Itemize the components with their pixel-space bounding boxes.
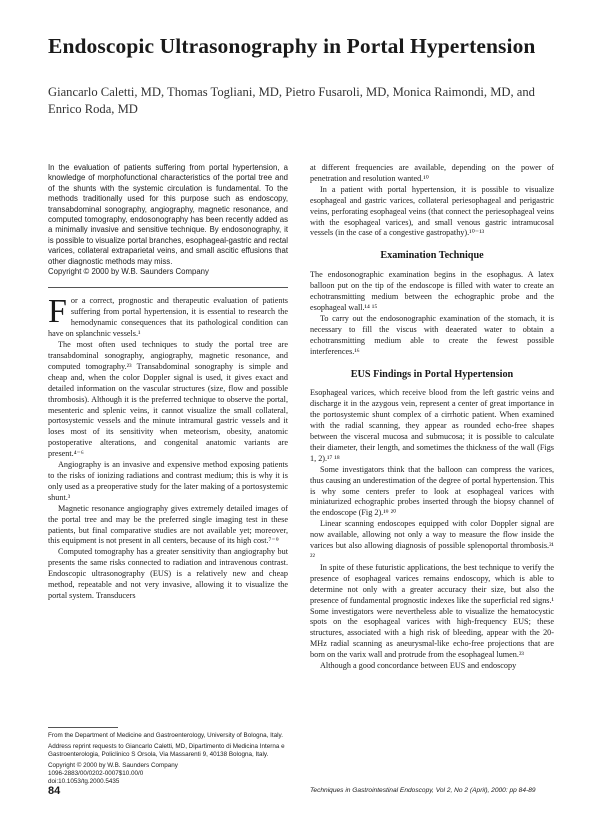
right-paragraph-6: Some investigators think that the balloon can compress the varices, thus causing an underestimation of the degree of portal hypertension. This is why some centers prefer to look at esophageal varices with miniaturized echographic probes inserted through the biopsy channel of the endoscope (Fig 2).¹⁹ ²⁰: [310, 464, 554, 518]
intro-paragraph-4: Magnetic resonance angiography gives extremely detailed images of the portal tree and may be the preferred single imaging test in these patients, but final comparative studies are not available yet; moreover, this equipment is not present in all centers, because of its high cost.⁷⁻⁹: [48, 503, 288, 546]
abstract-copyright: Copyright © 2000 by W.B. Saunders Company: [48, 267, 209, 277]
intro-paragraph-2: The most often used techniques to study the portal tree are transabdominal sonography, angiography, magnetic resonance, and computed tomography.²³ Transabdominal sonography is simple and cheap and, when the color Doppler signal is used, it gives exact and detailed information on the vascular structures (size, flow and possible thrombosis). Although it is the preferred technique to observe the portal, mesenteric and splenic veins, it cannot visualize the small collateral, portosystemic vessels and the minute intramural gastric vessels and it loses most of its sensitivity when meteorism, obesity, anatomic postoperative alterations, and congenital anatomic variants are present.⁴⁻⁶: [48, 340, 288, 459]
footnote-copyright: Copyright © 2000 by W.B. Saunders Company: [48, 762, 178, 769]
article-title: Endoscopic Ultrasonography in Portal Hypertension: [48, 34, 536, 58]
right-paragraph-7: Linear scanning endoscopes equipped with color Doppler signal are now available, allowing not only a way to measure the flow inside the varices but also allowing diagnosis of possible splenoportal thrombosis.²¹ ²²: [310, 519, 554, 561]
right-column: [310, 163, 554, 672]
page-number: 84: [48, 785, 61, 797]
right-paragraph-4: To carry out the endosonographic examination of the stomach, it is necessary to fill the viscus with deaerated water to obtain a echotransmitting medium able to create the fewest possible interferences.¹⁶: [310, 313, 554, 356]
footnote-affiliation: From the Department of Medicine and Gastroenterology, University of Bologna, Italy.: [48, 732, 283, 739]
section-heading-eus-findings: EUS Findings in Portal Hypertension: [350, 368, 514, 380]
footnote-address: Address reprint requests to Giancarlo Caletti, MD, Dipartimento di Medicina Interna e Gastroenterologia, Policlinico S Orsola, Via Massarenti 9, 40138 Bologna, Italy.: [48, 743, 285, 758]
footnote-divider: [48, 727, 118, 728]
left-column: [48, 163, 288, 602]
intro-paragraph-5: Computed tomography has a greater sensitivity than angiography but presents the same risks connected to radiation and intravenous contrast. Endoscopic ultrasonography (EUS) is a relatively new and cheap method, repeatable and not very invasive, allowing it to visualize the portal system. Transducers: [48, 547, 288, 600]
right-paragraph-9: Although a good concordance between EUS and endoscopy: [320, 661, 517, 671]
intro-paragraph-1: [48, 293, 288, 340]
right-paragraph-5: Esophageal varices, which receive blood from the left gastric veins and discharge it in the azygous vein, represent a center of great importance in the portosystemic shunt complex of a cirrhotic patient. When examined with the radial scanning, they appear as rounded echo-free shapes between the visceral mucosa and submucosa; it is possible to calculate their diameter, their length, and sometimes the thickness of the wall (Figs 1, 2).¹⁷ ¹⁸: [310, 388, 554, 463]
section-heading-examination: Examination Technique: [380, 250, 484, 262]
drop-cap: F: [48, 293, 67, 331]
right-paragraph-3: The endosonographic examination begins in the esophagus. A latex balloon put on the tip of the endoscope is filled with water to create an echotransmitting medium between the echographic probe and the esophageal wall.¹⁴ ¹⁵: [310, 270, 554, 312]
intro-paragraph-1-text: or a correct, prognostic and therapeutic evaluation of patients suffering from portal hypertension, it is essential to research the hemodynamic consequences that its pathological condition can have on splanchnic vessels.¹: [48, 296, 288, 339]
author-list: Giancarlo Caletti, MD, Thomas Togliani, MD, Pietro Fusaroli, MD, Monica Raimondi, MD, and Enrico Roda, MD: [48, 85, 535, 116]
footnote-doi: doi:10.1053/tg.2000.5435: [48, 778, 120, 785]
abstract: [48, 163, 288, 277]
footnotes: [48, 727, 288, 786]
intro-paragraph-3: Angiography is an invasive and expensive method exposing patients to the risks of ionizing radiations and contrast medium; this is why it is only used as a preoperative study for the later making of a portosystemic shunt.³: [48, 460, 288, 502]
footnote-issn: 1096-2883/00/0202-0007$10.00/0: [48, 770, 144, 777]
right-paragraph-8: In spite of these futuristic applications, the best technique to verify the presence of esophageal varices remains endoscopy, which is able to determine not only with a greater accuracy their size, but also the presence of fundamental prognostic indexes like the superficial red signs.¹ Some investigators were nevertheless able to visualize the hematocystic spots on the esophageal varices with high-frequency EUS; these structures, associated with a high risk of bleeding, appear with the 20-MHz radial scanning as aneurysmal-like echo-free projections that are born on the varix wall and protrude from the esophageal lumen.²³: [310, 562, 554, 660]
right-paragraph-2: In a patient with portal hypertension, it is possible to visualize esophageal and gastric varices, collateral periesophageal and perigastric veins, perforating esophageal veins (that connect the periesophageal veins with the esophageal varices), and small venous gastric intramucosal vessels (in the case of a congestive gastropathy).¹⁰⁻¹³: [310, 184, 554, 238]
abstract-text: In the evaluation of patients suffering from portal hypertension, a knowledge of morphofunctional characteristics of the portal tree and of the shunts with the systemic circulation is fundamental. To the methods traditionally used for this purpose such as endoscopy, transabdominal sonography, angiography, magnetic resonance, and computed tomography, endosonography has been recently added as a minimally invasive and sensitive technique. By endosonography, it is possible to visualize portal branches, esophageal-gastric and rectal varices, collateral extraparietal veins, and small ascitic effusions that other diagnostic methods may miss.: [48, 163, 288, 266]
journal-citation: Techniques in Gastrointestinal Endoscopy, Vol 2, No 2 (April), 2000: pp 84-89: [310, 787, 536, 794]
right-paragraph-1: at different frequencies are available, depending on the power of penetration and resolution wanted.¹⁰: [310, 163, 554, 183]
abstract-divider: [48, 287, 288, 288]
